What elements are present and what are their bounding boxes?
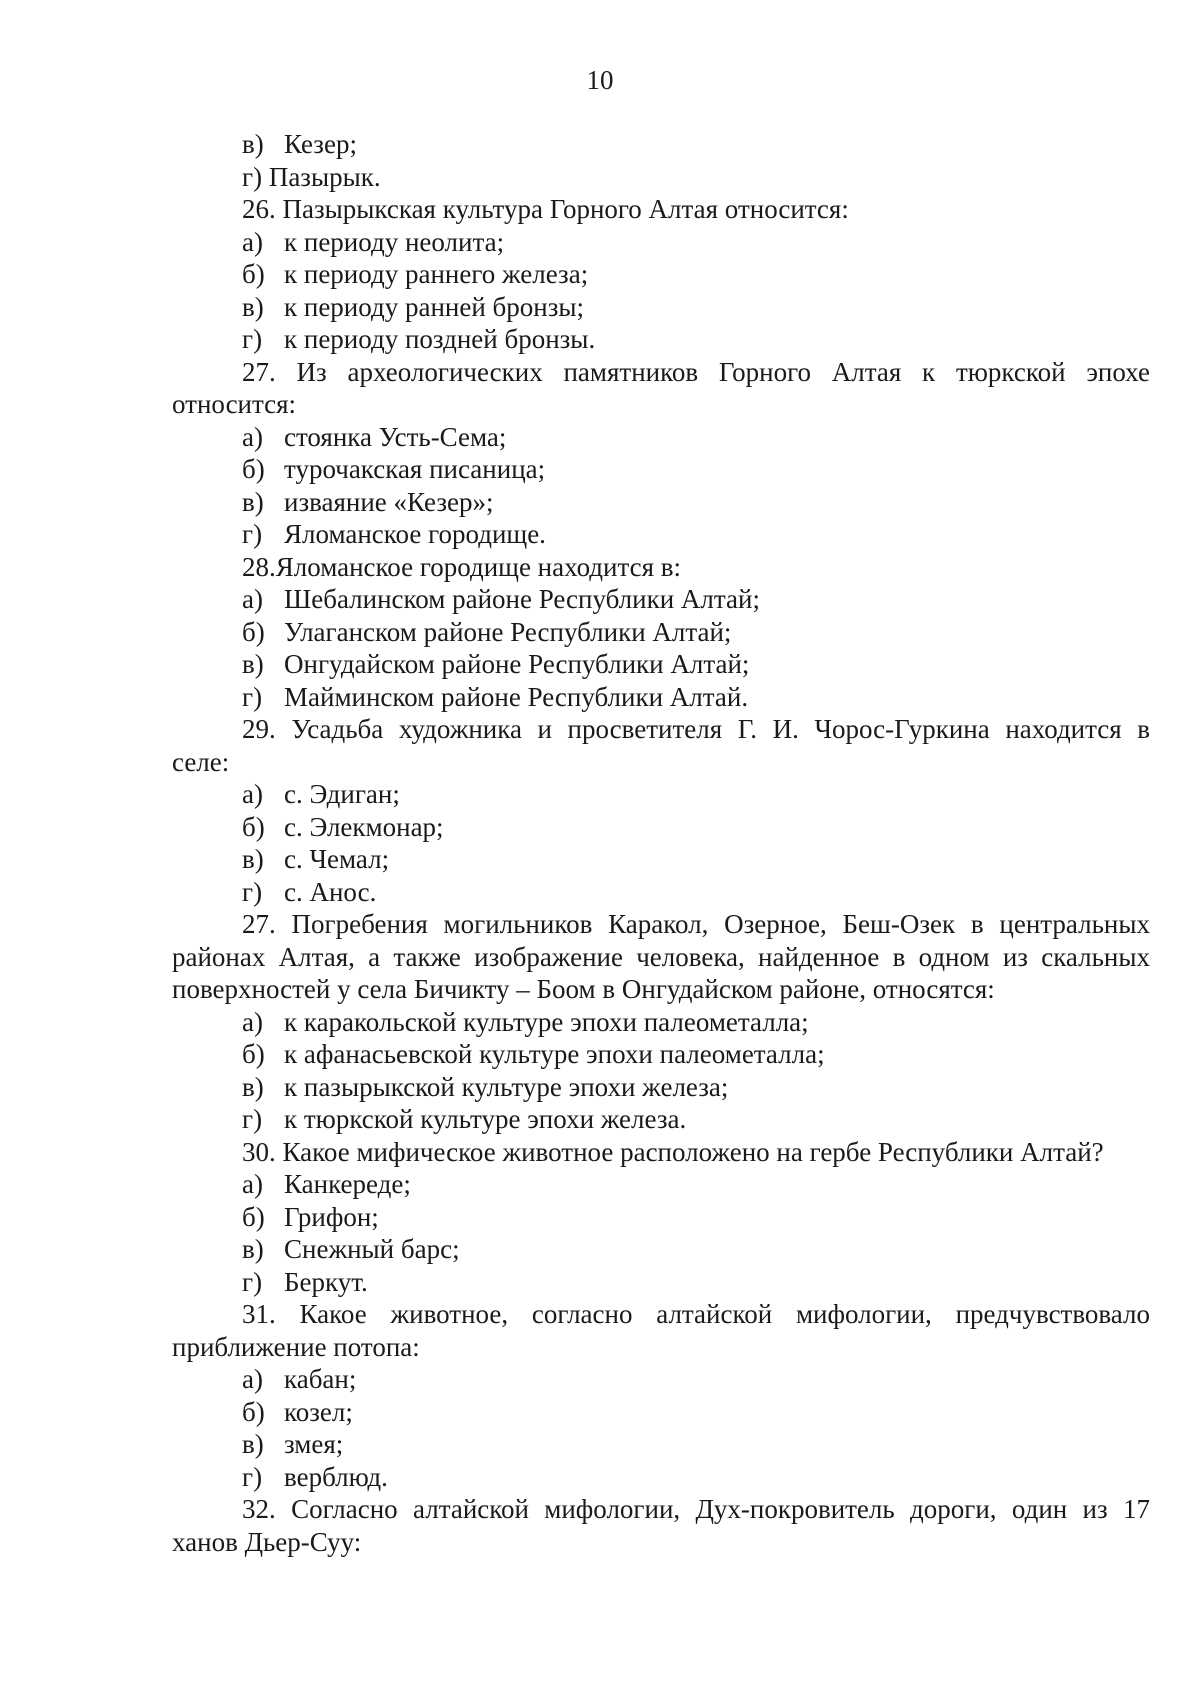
- option-text: к периоду ранней бронзы;: [284, 291, 585, 322]
- option-text: Снежный барс;: [284, 1234, 460, 1264]
- option-text: с. Чемал;: [284, 844, 390, 874]
- option-letter: б): [242, 1039, 265, 1069]
- answer-option: [172, 486, 1150, 519]
- option-letter: а): [242, 421, 263, 452]
- option-text: Яломанское городище.: [284, 519, 546, 549]
- question-text-continued: поверхностей у села Бичикту – Боом в Онгудайском районе, относятся:: [172, 974, 995, 1004]
- option-text: кабан;: [284, 1364, 357, 1394]
- answer-option: [172, 1038, 1150, 1071]
- answer-option: [172, 1363, 1150, 1396]
- option-letter: в): [242, 844, 264, 874]
- answer-option: [172, 518, 1150, 551]
- option-letter: в): [242, 291, 264, 322]
- option-letter: в): [242, 486, 264, 517]
- option-letter: г): [242, 1104, 263, 1134]
- option-letter: в): [242, 1234, 264, 1264]
- option-text: изваяние «Кезер»;: [284, 486, 494, 517]
- answer-option: [172, 258, 1150, 291]
- answer-option: [172, 778, 1150, 811]
- answer-option: [172, 1233, 1150, 1266]
- question-text: 27. Из археологических памятников Горного Алтая к тюркской эпохе: [242, 356, 1150, 387]
- answer-option: [172, 876, 1150, 909]
- option-text: Шебалинском районе Республики Алтай;: [284, 584, 760, 614]
- option-text: к афанасьевской культуре эпохи палеометалла;: [284, 1039, 825, 1069]
- option-letter: в): [242, 1071, 264, 1102]
- option-text: Кезер;: [284, 129, 357, 159]
- answer-option: [172, 1396, 1150, 1429]
- answer-option: [172, 453, 1150, 486]
- option-text: с. Элекмонар;: [284, 811, 444, 842]
- answer-option: [172, 1461, 1150, 1494]
- answer-option: [172, 1103, 1150, 1136]
- option-text: Улаганском районе Республики Алтай;: [284, 616, 732, 647]
- answer-option: [172, 1201, 1150, 1234]
- answer-option: [172, 681, 1150, 714]
- question-text: 31. Какое животное, согласно алтайской мифологии, предчувствовало: [242, 1299, 1150, 1329]
- answer-option: [172, 1006, 1150, 1039]
- answer-option: [172, 811, 1150, 844]
- answer-option: [172, 843, 1150, 876]
- page-number: 10: [586, 65, 614, 95]
- option-text: Беркут.: [284, 1266, 368, 1297]
- question-text: 28.Яломанское городище находится в:: [242, 551, 682, 582]
- option-text: с. Анос.: [284, 876, 377, 907]
- option-letter: в): [242, 649, 264, 679]
- option-letter: г): [242, 324, 263, 354]
- question-text: 26. Пазырыкская культура Горного Алтая относится:: [242, 194, 849, 224]
- answer-option: [172, 128, 1150, 161]
- answer-option: [172, 648, 1150, 681]
- option-text: Грифон;: [284, 1201, 379, 1232]
- answer-option: [172, 323, 1150, 356]
- option-letter: а): [242, 1364, 263, 1394]
- answer-option: [172, 226, 1150, 259]
- option-text: Канкереде;: [284, 1169, 411, 1199]
- answer-option: [172, 1071, 1150, 1104]
- option-text: турочакская писаница;: [284, 454, 546, 484]
- answer-option: [172, 1266, 1150, 1299]
- option-letter: г): [242, 1266, 263, 1297]
- answer-option: [172, 291, 1150, 324]
- option-letter: в): [242, 129, 264, 159]
- answer-option: [172, 421, 1150, 454]
- option-text: верблюд.: [284, 1461, 388, 1492]
- option-letter: б): [242, 1396, 265, 1427]
- option-letter: а): [242, 226, 263, 257]
- option-text: Онгудайском районе Республики Алтай;: [284, 649, 750, 679]
- option-letter: б): [242, 259, 265, 289]
- option-text: козел;: [284, 1396, 353, 1427]
- answer-option: г) Пазырык.: [242, 161, 381, 192]
- answer-option: [172, 583, 1150, 616]
- answer-option: [172, 1168, 1150, 1201]
- option-letter: г): [242, 681, 263, 712]
- option-text: стоянка Усть-Сема;: [284, 421, 507, 452]
- option-letter: б): [242, 454, 265, 484]
- answer-option: [172, 1428, 1150, 1461]
- option-letter: а): [242, 584, 263, 614]
- option-letter: а): [242, 1006, 263, 1037]
- question-text-continued: приближение потопа:: [172, 1331, 420, 1362]
- question-text-continued: относится:: [172, 389, 297, 419]
- option-letter: б): [242, 811, 265, 842]
- question-text-continued: селе:: [172, 746, 230, 777]
- option-text: к тюркской культуре эпохи железа.: [284, 1104, 687, 1134]
- option-text: к периоду неолита;: [284, 226, 505, 257]
- option-text: змея;: [284, 1429, 344, 1459]
- question-text: 30. Какое мифическое животное расположено на гербе Республики Алтай?: [242, 1136, 1104, 1167]
- question-text-continued: ханов Дьер-Суу:: [172, 1526, 362, 1557]
- answer-option: [172, 616, 1150, 649]
- option-text: к каракольской культуре эпохи палеометалла;: [284, 1006, 809, 1037]
- option-text: Майминском районе Республики Алтай.: [284, 681, 749, 712]
- option-letter: г): [242, 876, 263, 907]
- option-letter: а): [242, 779, 263, 809]
- option-letter: б): [242, 616, 265, 647]
- question-text: 27. Погребения могильников Каракол, Озерное, Беш-Озек в центральных: [242, 909, 1150, 939]
- question-text: 29. Усадьба художника и просветителя Г. И. Чорос-Гуркина находится в: [242, 714, 1150, 744]
- option-letter: г): [242, 519, 263, 549]
- option-letter: г): [242, 1461, 263, 1492]
- option-letter: в): [242, 1429, 264, 1459]
- option-letter: б): [242, 1201, 265, 1232]
- option-text: с. Эдиган;: [284, 779, 400, 809]
- document-body: [172, 128, 1150, 1558]
- option-text: к периоду поздней бронзы.: [284, 324, 596, 354]
- option-text: к периоду раннего железа;: [284, 259, 589, 289]
- option-letter: а): [242, 1169, 263, 1199]
- question-text-continued: районах Алтая, а также изображение человека, найденное в одном из скальных: [172, 941, 1150, 972]
- option-text: к пазырыкской культуре эпохи железа;: [284, 1071, 729, 1102]
- question-text: 32. Согласно алтайской мифологии, Дух-покровитель дороги, один из 17: [242, 1494, 1150, 1524]
